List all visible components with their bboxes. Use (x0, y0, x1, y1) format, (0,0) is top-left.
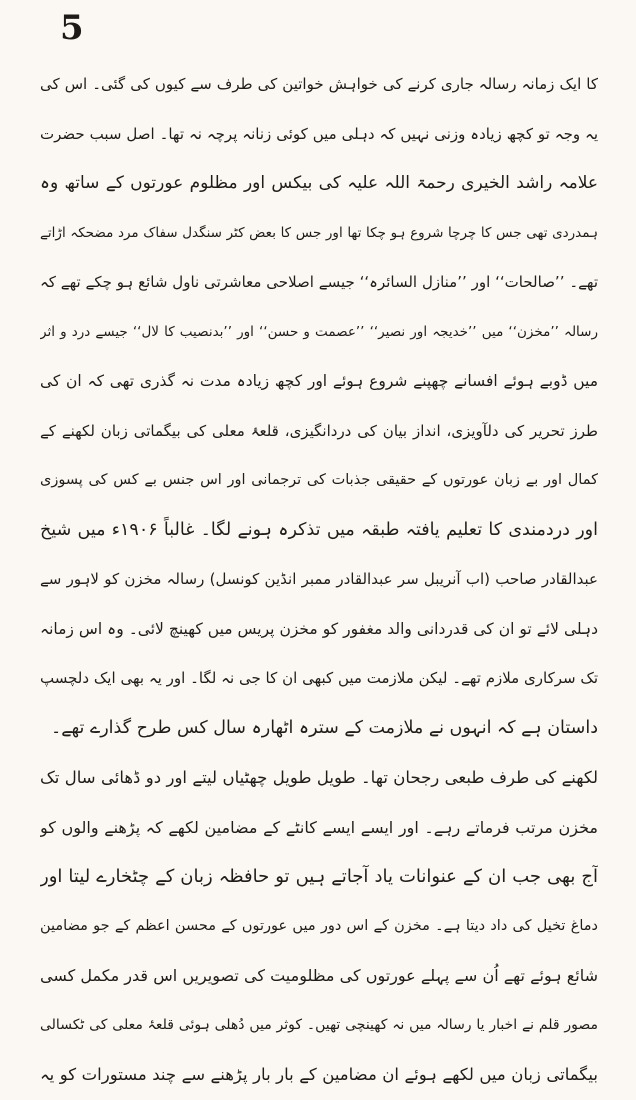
text-line: عبدالقادر صاحب (اب آنریبل سر عبدالقادر ممبر انڈین کونسل) رسالہ مخزن کو لاہور سے (40, 570, 598, 588)
text-line: رسالہ ’’مخزن‘‘ میں ’’خدیجہ اور نصیر‘‘ ’’عصمت و حسن‘‘ اور ’’بدنصیب کا لال‘‘ جیسے درد و اثر (40, 323, 598, 340)
text-line: مخزن مرتب فرماتے رہے۔ اور ایسے ایسے کانٹے کے مضامین لکھے کہ پڑھنے والوں کو (40, 817, 598, 837)
text-line: یہ وجہ تو کچھ زیادہ وزنی نہیں کہ دہلی میں کوئی زنانہ پرچہ نہ تھا۔ اصل سبب حضرت (40, 124, 598, 143)
text-line: تھے۔ ’’صالحات‘‘ اور ’’منازل السائرہ‘‘ جیسے اصلاحی معاشرتی ناول شائع ہو چکے تھے کہ (40, 273, 598, 291)
text-line: کمال اور بے زبان عورتوں کے حقیقی جذبات کی ترجمانی اور اس جنس بے کس کی پسوزی (40, 472, 598, 488)
text-line: اور دردمندی کا تعلیم یافتہ طبقہ میں تذکرہ ہونے لگا۔ غالباً ۱۹۰۶ء میں شیخ (40, 519, 598, 540)
text-line: میں ڈوبے ہوئے افسانے چھپنے شروع ہوئے اور کچھ زیادہ مدت نہ گذری تھی کہ ان کی (40, 372, 598, 390)
text-line: علامہ راشد الخیری رحمۃ اللہ علیہ کی بیکس اور مظلوم عورتوں کے ساتھ وہ (40, 173, 598, 193)
text-line: کا ایک زمانہ رسالہ جاری کرنے کی خواہش خواتین کی طرف سے کیوں کی گئی۔ اس کی (40, 75, 598, 93)
text-line: بیگماتی زبان میں لکھے ہوئے ان مضامین کے بار بار پڑھنے سے چند مستورات کو یہ (40, 1065, 598, 1084)
text-line: دماغ تخیل کی داد دیتا ہے۔ مخزن کے اس دور میں عورتوں کے محسن اعظم کے جو مضامین (40, 917, 598, 934)
text-line: مصور قلم نے اخبار یا رسالہ میں نہ کھینچی تھیں۔ کوثر میں دُھلی ہوئی قلعۂ معلی کی ٹکسالی (40, 1016, 598, 1033)
text-line: ہمدردی تھی جس کا چرچا شروع ہو چکا تھا اور جس کا بعض کٹر سنگدل سفاک مرد مضحکہ اڑاتے (40, 224, 598, 241)
text-line: تک سرکاری ملازم تھے۔ لیکن ملازمت میں کبھی ان کا جی نہ لگا۔ اور یہ بھی ایک دلچسپ (40, 669, 598, 687)
text-line: طرز تحریر کی دلآویزی، انداز بیان کی دردانگیزی، قلعۂ معلی کی بیگماتی زبان لکھنے کے (40, 421, 598, 440)
text-line: دہلی لائے تو ان کی قدردانی والد مغفور کو مخزن پریس میں کھینچ لائی۔ وہ اس زمانہ (40, 619, 598, 638)
text-line: داستان ہے کہ انہوں نے ملازمت کے سترہ اٹھارہ سال کس طرح گذارے تھے۔ (50, 717, 598, 738)
text-line: آج بھی جب ان کے عنوانات یاد آجاتے ہیں تو حافظہ زبان کے چٹخارے لیتا اور (40, 866, 598, 887)
page-number: 5 (60, 8, 84, 48)
text-line: شائع ہوئے تھے اُن سے پہلے عورتوں کی مظلومیت کی تصویریں اس قدر مکمل کسی (40, 966, 598, 985)
text-line: لکھنے کی طرف طبعی رجحان تھا۔ طویل طویل چھٹیاں لیتے اور دو ڈھائی سال تک (40, 768, 598, 787)
urdu-text-body (40, 60, 598, 1084)
